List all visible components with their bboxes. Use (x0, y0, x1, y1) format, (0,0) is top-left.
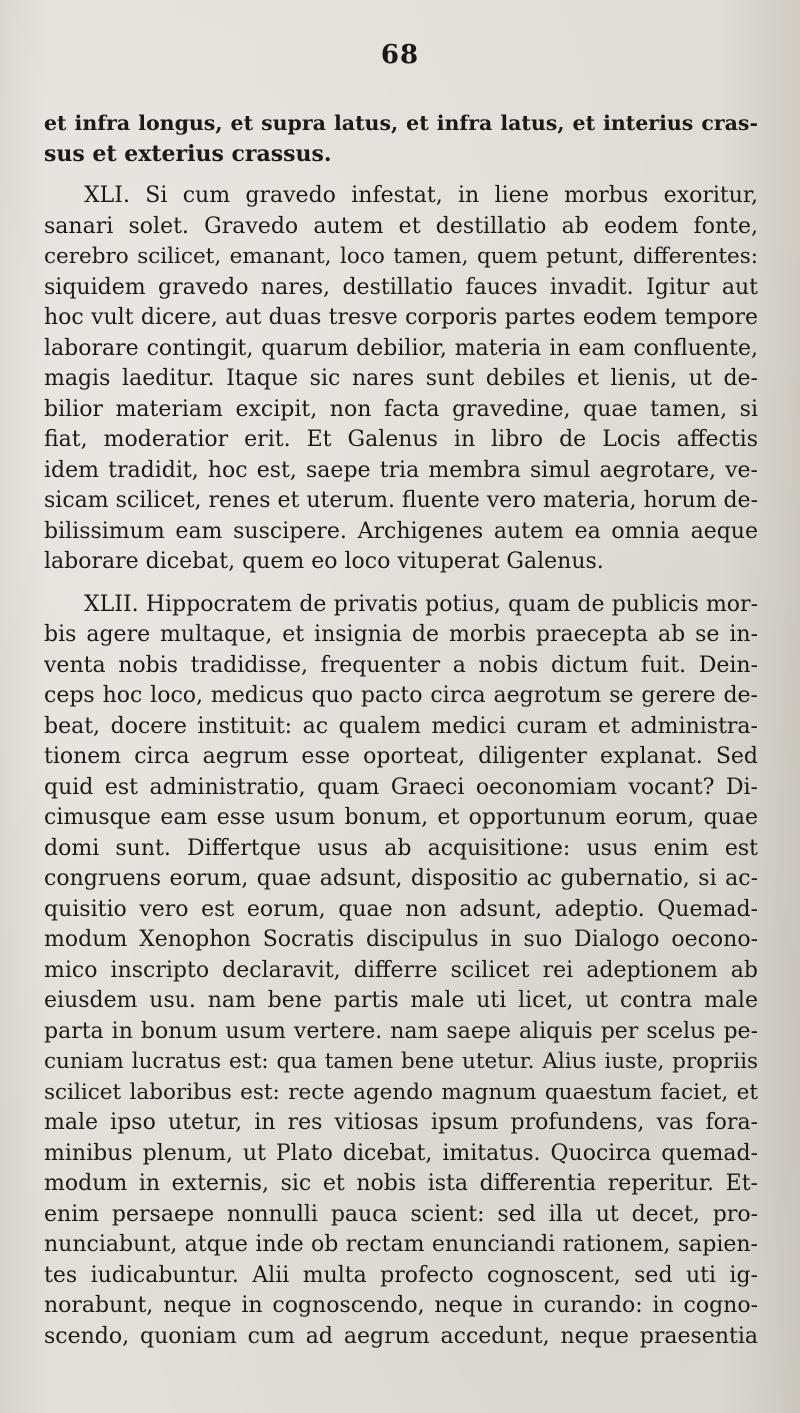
page-number: 68 (380, 40, 420, 70)
paragraph-continuation (44, 108, 758, 169)
text-line: bilior materiam excipit, non facta gravedine, quae tamen, si (44, 396, 758, 422)
text-line: fiat, moderatior erit. Et Galenus in libro de Locis affectis (44, 427, 758, 452)
text-line: beat, docere instituit: ac qualem medici curam et administra- (44, 713, 758, 739)
text-line: sanari solet. Gravedo autem et destillatio ab eodem fonte, (44, 213, 758, 239)
text-line: siquidem gravedo nares, destillatio fauces invadit. Igitur aut (44, 274, 758, 300)
text-line: venta nobis tradidisse, frequenter a nobis dictum fuit. Dein- (44, 652, 758, 678)
text-line: magis laeditur. Itaque sic nares sunt debiles et lienis, ut de- (44, 366, 758, 391)
text-line: sus et exterius crassus. (44, 140, 332, 167)
text-line: XLI. Si cum gravedo infestat, in liene morbus exoritur, (84, 183, 758, 208)
text-line: modum Xenophon Socratis discipulus in suo Dialogo oecono- (44, 927, 758, 952)
text-line: ceps hoc loco, medicus quo pacto circa aegrotum se gerere de- (44, 683, 758, 708)
text-line: mico inscripto declaravit, differre scilicet rei adeptionem ab (44, 957, 758, 983)
paragraph-xlii (44, 590, 758, 1353)
text-line: cimusque eam esse usum bonum, et opportunum eorum, quae (44, 805, 758, 830)
text-line: norabunt, neque in cognoscendo, neque in curando: in cogno- (44, 1293, 758, 1318)
text-line: tes iudicabuntur. Alii multa profecto cognoscent, sed uti ig- (44, 1262, 758, 1288)
text-line: bis agere multaque, et insignia de morbis praecepta ab se in- (44, 622, 758, 647)
text-line: eiusdem usu. nam bene partis male uti licet, ut contra male (44, 988, 758, 1013)
text-line: cerebro scilicet, emanant, loco tamen, quem petunt, differentes: (44, 244, 758, 269)
text-line: enim persaepe nonnulli pauca scient: sed illa ut decet, pro- (44, 1201, 758, 1227)
text-line: scendo, quoniam cum ad aegrum accedunt, neque praesentia (44, 1323, 758, 1349)
text-line: minibus plenum, ut Plato dicebat, imitatus. Quocirca quemad- (44, 1140, 758, 1166)
text-line: quisitio vero est eorum, quae non adsunt, adeptio. Quemad- (44, 896, 758, 922)
text-line: cuniam lucratus est: qua tamen bene utetur. Alius iuste, propriis (44, 1049, 758, 1074)
text-line: modum in externis, sic et nobis ista differentia reperitur. Et- (44, 1171, 758, 1196)
text-line: XLII. Hippocratem de privatis potius, quam de publicis mor- (84, 591, 758, 617)
text-line: sicam scilicet, renes et uterum. fluente vero materia, horum de- (44, 488, 758, 513)
text-line: quid est administratio, quam Graeci oeconomiam vocant? Di- (44, 774, 758, 800)
paragraph-xli (44, 181, 758, 578)
text-line: laborare contingit, quarum debilior, materia in eam confluente, (44, 335, 758, 361)
text-line: idem tradidit, hoc est, saepe tria membra simul aegrotare, ve- (44, 457, 758, 483)
text-line: congruens eorum, quae adsunt, dispositio ac gubernatio, si ac- (44, 866, 758, 891)
text-line: laborare dicebat, quem eo loco vituperat Galenus. (44, 549, 604, 574)
text-line: et infra longus, et supra latus, et infra latus, et interius cras- (44, 111, 758, 135)
text-line: hoc vult dicere, aut duas tresve corporis partes eodem tempore (44, 305, 758, 330)
text-line: scilicet laboribus est: recte agendo magnum quaestum faciet, et (44, 1079, 758, 1105)
page-text (44, 108, 758, 1352)
text-line: tionem circa aegrum esse oporteat, diligenter explanat. Sed (44, 744, 758, 769)
text-line: parta in bonum usum vertere. nam saepe aliquis per scelus pe- (44, 1018, 758, 1044)
text-line: nunciabunt, atque inde ob rectam enunciandi rationem, sapien- (44, 1232, 758, 1257)
text-line: domi sunt. Differtque usus ab acquisitione: usus enim est (44, 835, 758, 861)
text-line: male ipso utetur, in res vitiosas ipsum profundens, vas fora- (44, 1110, 758, 1135)
text-line: bilissimum eam suscipere. Archigenes autem ea omnia aeque (44, 518, 758, 544)
